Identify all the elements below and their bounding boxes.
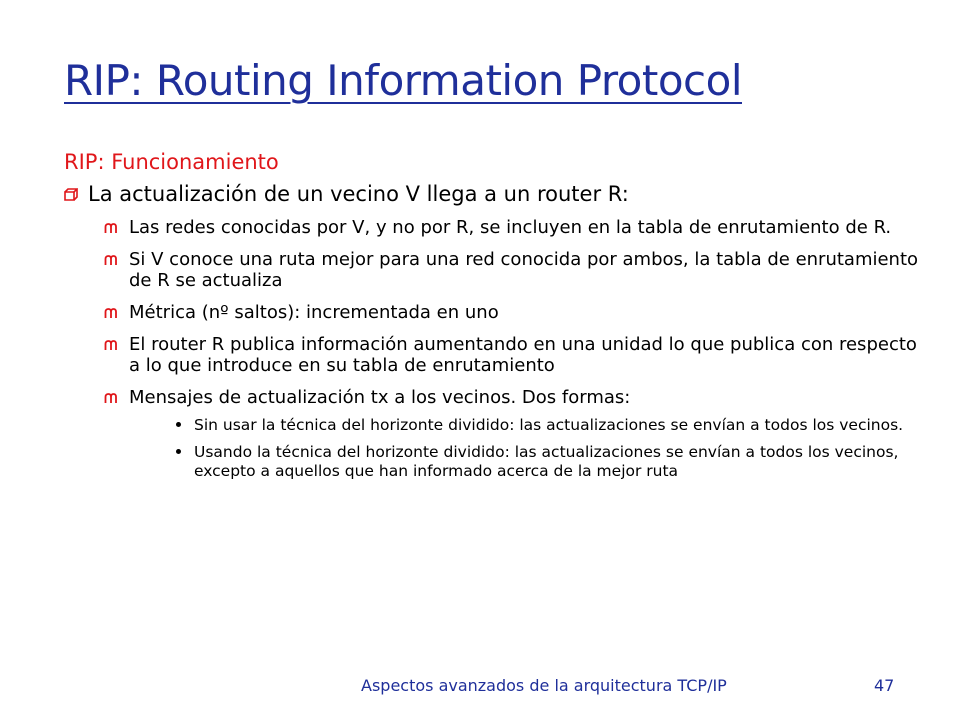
main-bullet-text: La actualización de un vecino V llega a un router R: (88, 182, 629, 206)
slide-content (64, 150, 924, 490)
arc-bullet-icon (104, 340, 117, 351)
list-item-text: Las redes conocidas por V, y no por R, se incluyen en la tabla de enrutamiento de R. (129, 217, 892, 239)
slide-title: RIP: Routing Information Protocol (64, 56, 742, 105)
slide-subtitle: RIP: Funcionamiento (64, 150, 279, 174)
list-item (104, 334, 924, 377)
arc-bullet-icon (104, 308, 117, 319)
sub-list-item (174, 416, 924, 435)
list-item-text: El router R publica información aumentando en una unidad lo que publica con respecto a lo que introduce en su tabla de enrutamiento (129, 333, 917, 377)
list-item (104, 302, 924, 324)
list-item-text: Métrica (nº saltos): incrementada en uno (129, 301, 499, 323)
arc-bullet-icon (104, 393, 117, 404)
dot-bullet-icon (176, 449, 181, 454)
list-item (104, 249, 924, 292)
subpoints-list (174, 416, 924, 480)
dot-bullet-icon (176, 422, 181, 427)
list-item (104, 387, 924, 480)
slide-footer: Aspectos avanzados de la arquitectura TCP/IP (361, 676, 727, 695)
main-bullet (64, 182, 924, 207)
list-item-text: Mensajes de actualización tx a los vecinos. Dos formas: (129, 386, 631, 408)
sub-list-item (174, 443, 924, 480)
arc-bullet-icon (104, 223, 117, 234)
points-list (104, 217, 924, 480)
list-item-text: Si V conoce una ruta mejor para una red conocida por ambos, la tabla de enrutamiento de R se actualiza (129, 248, 919, 292)
box-bullet-icon (64, 188, 78, 201)
arc-bullet-icon (104, 255, 117, 266)
sub-list-item-text: Usando la técnica del horizonte dividido: las actualizaciones se envían a todos los vecinos, excepto a aquellos que han informado acerca de la mejor ruta (194, 442, 899, 480)
sub-list-item-text: Sin usar la técnica del horizonte dividido: las actualizaciones se envían a todos los vecinos. (194, 416, 904, 435)
page-number: 47 (874, 676, 895, 695)
list-item (104, 217, 924, 239)
